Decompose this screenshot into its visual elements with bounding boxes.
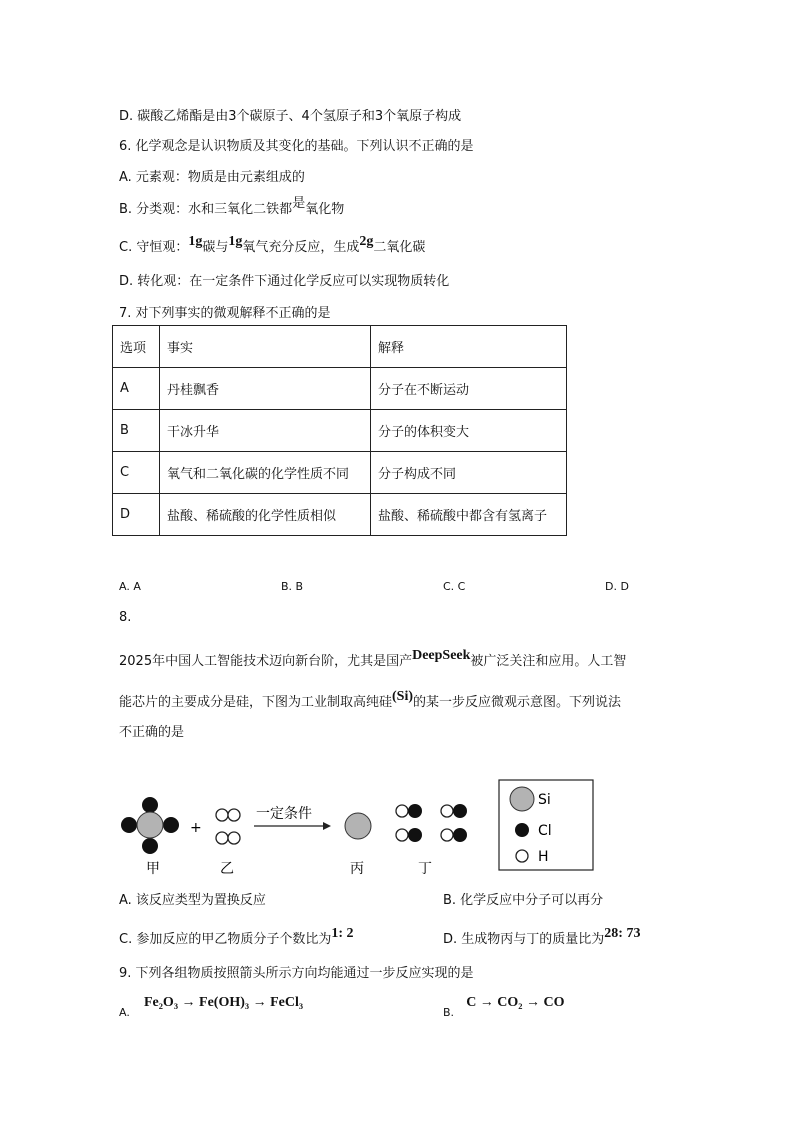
q6-stem: 6. 化学观念是认识物质及其变化的基础。下列认识不正确的是 — [119, 139, 474, 154]
si-formula: (Si) — [392, 689, 414, 704]
q8-paragraph-line2 — [119, 691, 621, 711]
formula-c-chain: C → CO₂ → CO — [466, 995, 565, 1010]
plus-sign: + — [190, 820, 202, 836]
q8-c-pre: C. 参加反应的甲乙物质分子个数比为 — [119, 932, 332, 947]
label-bing: 丙 — [350, 861, 364, 877]
table-row — [113, 452, 567, 494]
q8-p1-pre: 2025年中国人工智能技术迈向新台阶，尤其是国产 — [119, 654, 413, 669]
q8-option-b: B. 化学反应中分子可以再分 — [443, 893, 604, 908]
molecule-bing — [345, 813, 371, 839]
q7-stem: 7. 对下列事实的微观解释不正确的是 — [119, 306, 331, 321]
row-fact: 干冰升华 — [160, 410, 371, 452]
label-yi: 乙 — [220, 861, 234, 877]
row-explanation: 分子构成不同 — [371, 452, 567, 494]
q8-paragraph-line3: 不正确的是 — [119, 725, 185, 740]
formula-fe2o3-chain: Fe₂O₃ → Fe(OH)₃ → FeCl₃ — [143, 995, 304, 1010]
row-fact: 丹桂飘香 — [160, 368, 371, 410]
ratio-1-2: 1: 2 — [331, 926, 354, 941]
q8-option-a: A. 该反应类型为置换反应 — [119, 893, 266, 908]
table-row — [113, 494, 567, 536]
q9-stem: 9. 下列各组物质按照箭头所示方向均能通过一步反应实现的是 — [119, 966, 474, 981]
q9-b-label: B. — [443, 1006, 455, 1019]
ratio-28-73: 28: 73 — [604, 926, 641, 941]
mass-2g-co2: 2g — [359, 234, 374, 249]
table-row — [113, 410, 567, 452]
legend-si: Si — [538, 792, 551, 808]
label-ding: 丁 — [418, 861, 432, 877]
q9-option-b — [443, 995, 565, 1019]
reaction-arrow-icon — [254, 822, 331, 830]
q5-option-d: D. 碳酸乙烯酯是由3个碳原子、4个氢原子和3个氧原子构成 — [119, 109, 462, 124]
q8-p2-post: 的某一步反应微观示意图。下列说法 — [413, 695, 622, 710]
q7-choice-a: A. A — [119, 580, 141, 593]
q6-b-post: 氧化物 — [305, 202, 345, 217]
molecule-yi — [216, 809, 240, 844]
label-jia: 甲 — [146, 861, 160, 877]
q7-choice-d: D. D — [605, 580, 629, 593]
molecule-ding — [396, 804, 467, 842]
q6-c-text2: 氧气充分反应，生成 — [242, 240, 360, 255]
molecule-jia — [121, 797, 179, 854]
q8-option-c — [119, 928, 354, 948]
row-option: A — [113, 368, 160, 410]
row-fact: 盐酸、稀硫酸的化学性质相似 — [160, 494, 371, 536]
diagram-legend — [499, 780, 593, 870]
q6-option-b — [119, 198, 344, 217]
q6-b-pre: B. 分类观：水和三氧化二铁都 — [119, 202, 293, 217]
mass-1g-carbon: 1g — [188, 234, 203, 249]
row-explanation: 分子在不断运动 — [371, 368, 567, 410]
q8-paragraph-line1 — [119, 650, 626, 670]
legend-h: H — [538, 849, 549, 865]
condition-label: 一定条件 — [256, 806, 312, 822]
row-option: C — [113, 452, 160, 494]
header-fact: 事实 — [160, 326, 371, 368]
q9-a-label: A. — [119, 1006, 130, 1019]
q8-p1-post: 被广泛关注和应用。人工智 — [470, 654, 627, 669]
header-option: 选项 — [113, 326, 160, 368]
q6-option-c — [119, 236, 425, 256]
q6-option-d: D. 转化观：在一定条件下通过化学反应可以实现物质转化 — [119, 274, 450, 289]
table-row — [113, 368, 567, 410]
legend-cl: Cl — [538, 823, 552, 839]
q6-c-label: C. 守恒观： — [119, 240, 189, 255]
header-explanation: 解释 — [371, 326, 567, 368]
q7-choice-b: B. B — [281, 580, 304, 593]
q6-c-text1: 碳与 — [202, 240, 229, 255]
q9-option-a — [119, 995, 304, 1019]
q7-choice-c: C. C — [443, 580, 466, 593]
row-option: D — [113, 494, 160, 536]
q8-p2-pre: 能芯片的主要成分是硅，下图为工业制取高纯硅 — [119, 695, 393, 710]
row-option: B — [113, 410, 160, 452]
mass-1g-oxygen: 1g — [228, 234, 243, 249]
reaction-micro-diagram — [118, 778, 598, 878]
q6-c-text3: 二氧化碳 — [373, 240, 426, 255]
deepseek-brand: DeepSeek — [412, 648, 471, 663]
row-fact: 氧气和二氧化碳的化学性质不同 — [160, 452, 371, 494]
q8-option-d — [443, 928, 640, 948]
table-header-row — [113, 326, 567, 368]
q8-d-pre: D. 生成物丙与丁的质量比为 — [443, 932, 605, 947]
q8-number: 8. — [119, 610, 132, 625]
row-explanation: 分子的体积变大 — [371, 410, 567, 452]
q6-option-a: A. 元素观：物质是由元素组成的 — [119, 170, 305, 185]
q6-b-raised: 是 — [292, 196, 306, 211]
row-explanation: 盐酸、稀硫酸中都含有氢离子 — [371, 494, 567, 536]
q7-table — [112, 325, 567, 536]
